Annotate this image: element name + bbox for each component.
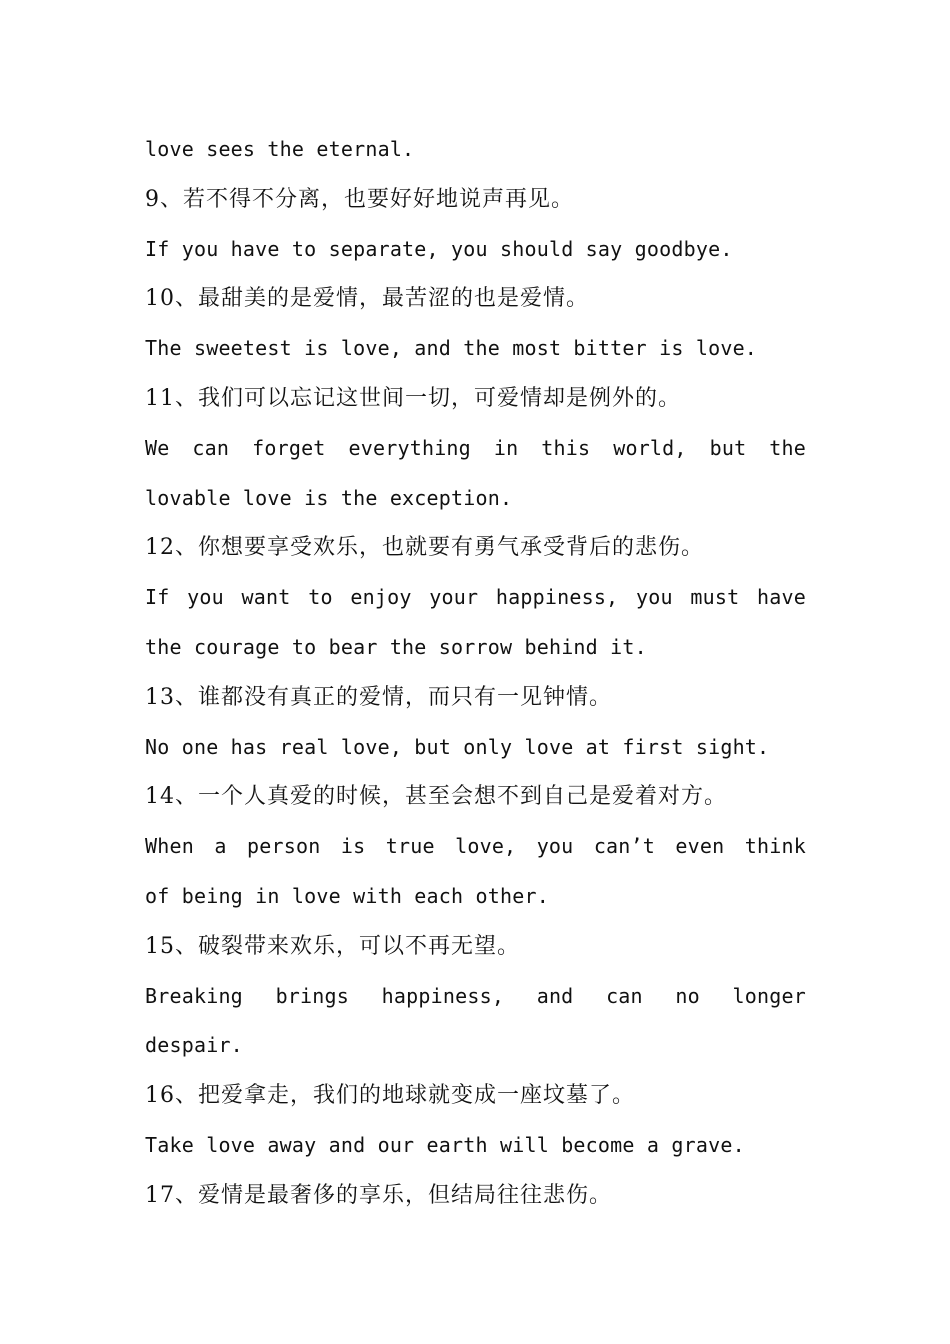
text-line: love sees the eternal.: [145, 137, 415, 161]
text-line: 16、把爱拿走，我们的地球就变成一座坟墓了。: [145, 1083, 635, 1109]
document-body: [145, 125, 806, 1221]
text-line: We can forget everything in this world, but the: [145, 435, 806, 460]
text-line: 10、最甜美的是爱情，最苦涩的也是爱情。: [145, 286, 589, 312]
text-line: 12、你想要享受欢乐，也就要有勇气承受背后的悲伤。: [145, 535, 704, 561]
text-line: of being in love with each other.: [145, 883, 549, 908]
text-line: If you want to enjoy your happiness, you must have: [145, 585, 806, 610]
text-line: No one has real love, but only love at first sight.: [145, 734, 770, 759]
text-line: the courage to bear the sorrow behind it.: [145, 634, 647, 659]
text-line: Take love away and our earth will become a grave.: [145, 1132, 745, 1157]
text-line: If you have to separate, you should say goodbye.: [145, 236, 733, 261]
text-line: The sweetest is love, and the most bitter is love.: [145, 336, 758, 361]
text-line: Breaking brings happiness, and can no longer: [145, 983, 806, 1008]
text-line: 13、谁都没有真正的爱情，而只有一见钟情。: [145, 684, 612, 710]
text-line: 14、一个人真爱的时候，甚至会想不到自己是爱着对方。: [145, 784, 727, 810]
text-line: despair.: [145, 1033, 243, 1058]
text-line: When a person is true love, you can’t even think: [145, 834, 806, 859]
text-line: 15、破裂带来欢乐，可以不再无望。: [145, 933, 520, 959]
text-line: 9、若不得不分离，也要好好地说声再见。: [145, 186, 574, 212]
text-line: lovable love is the exception.: [145, 485, 513, 510]
text-line: 17、爱情是最奢侈的享乐，但结局往往悲伤。: [145, 1182, 612, 1208]
text-line: 11、我们可以忘记这世间一切，可爱情却是例外的。: [145, 385, 681, 411]
